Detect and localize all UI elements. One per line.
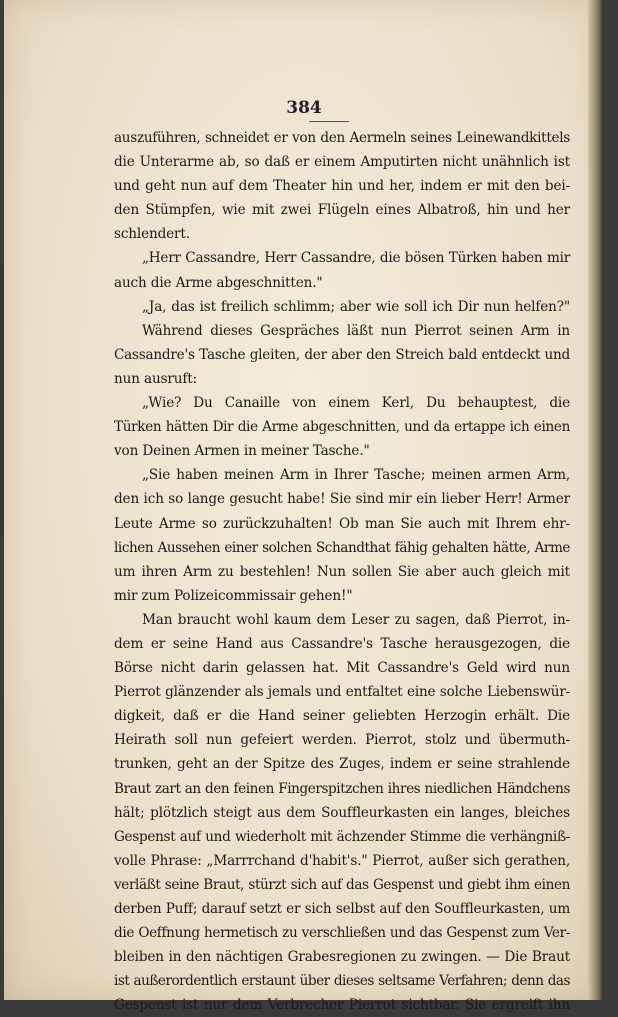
text-line: bleiben in den nächtigen Grabesregionen zu zwingen. — Die Braut xyxy=(114,949,570,966)
text-line: auszuführen, schneidet er von den Aermeln seines Leinewandkittels xyxy=(114,130,570,146)
text-line: schlendert. xyxy=(114,226,190,243)
text-line: Man braucht wohl kaum dem Leser zu sagen, daß Pierrot, in- xyxy=(142,611,570,628)
text-line: Gespenst auf und wiederholt mit ächzender Stimme die verhängniß- xyxy=(114,828,570,845)
text-line: Heirath soll nun gefeiert werden. Pierrot, stolz und übermuth- xyxy=(114,732,570,749)
page-number-underline xyxy=(309,121,349,122)
body-text xyxy=(114,126,570,1017)
text-line: von Deinen Armen in meiner Tasche." xyxy=(114,443,370,460)
text-line: den ich so lange gesucht habe! Sie sind mir ein lieber Herr! Armer xyxy=(114,491,570,508)
text-line: „Wie? Du Canaille von einem Kerl, Du behauptest, die xyxy=(142,395,570,412)
text-line: derben Puff; darauf setzt er sich selbst auf den Souffleurkasten, um xyxy=(114,901,570,917)
text-line: Cassandre's Tasche gleiten, der aber den Streich bald entdeckt und xyxy=(114,346,570,363)
text-line: den Stümpfen, wie mit zwei Flügeln eines Albatroß, hin und her xyxy=(114,202,570,219)
text-line: Türken hätten Dir die Arme abgeschnitten, und da ertappe ich einen xyxy=(114,419,570,436)
text-line: dem er seine Hand aus Cassandre's Tasche herausgezogen, die xyxy=(114,635,570,652)
text-line: Während dieses Gespräches läßt nun Pierrot seinen Arm in xyxy=(142,322,570,339)
text-line: digkeit, daß er die Hand seiner geliebten Herzogin erhält. Die xyxy=(114,708,570,725)
text-line: „Herr Cassandre, Herr Cassandre, die bösen Türken haben mir xyxy=(142,250,570,267)
text-line: um ihren Arm zu bestehlen! Nun sollen Sie aber auch gleich mit xyxy=(114,563,570,580)
text-line: die Unterarme ab, so daß er einem Amputirten nicht unähnlich ist xyxy=(114,154,570,171)
text-line: „Sie haben meinen Arm in Ihrer Tasche; meinen armen Arm, xyxy=(142,467,570,484)
binding-gutter xyxy=(588,0,604,1000)
text-line: mir zum Polizeicommissair gehen!" xyxy=(114,587,353,604)
text-line: Leute Arme so zurückzuhalten! Ob man Sie auch mit Ihrem ehr- xyxy=(114,515,570,532)
text-line: Braut zart an den feinen Fingerspitzchen ihres niedlichen Händchens xyxy=(114,780,570,797)
text-line: trunken, geht an der Spitze des Zuges, indem er seine strahlende xyxy=(114,756,570,773)
text-line: lichen Aussehen einer solchen Schandthat fähig gehalten hätte, Arme xyxy=(114,539,570,556)
text-line: volle Phrase: „Marrrchand d'habit's." Pierrot, außer sich gerathen, xyxy=(114,852,570,869)
text-line: die Oeffnung hermetisch zu verschließen und das Gespenst zum Ver- xyxy=(114,925,570,942)
text-line: nun ausruft: xyxy=(114,370,197,387)
text-line: und geht nun auf dem Theater hin und her, indem er mit den bei- xyxy=(114,178,570,195)
page-number: 384 xyxy=(286,98,322,118)
text-line: hält; plötzlich steigt aus dem Souffleurkasten ein langes, bleiches xyxy=(114,804,570,821)
text-line: auch die Arme abgeschnitten." xyxy=(114,274,323,291)
book-page xyxy=(4,0,604,1014)
text-line: Pierrot glänzender als jemals und entfaltet eine solche Liebenswür- xyxy=(114,684,570,701)
text-line: verläßt seine Braut, stürzt sich auf das Gespenst und giebt ihm einen xyxy=(114,876,570,893)
text-line: Gespenst ist nur dem Verbrecher Pierrot sichtbar. Sie ergreift ihn xyxy=(114,997,570,1014)
text-line: Börse nicht darin gelassen hat. Mit Cassandre's Geld wird nun xyxy=(114,660,570,677)
text-line: „Ja, das ist freilich schlimm; aber wie soll ich Dir nun helfen?" xyxy=(142,298,570,315)
text-line: ist außerordentlich erstaunt über dieses seltsame Verfahren; denn das xyxy=(114,973,570,990)
